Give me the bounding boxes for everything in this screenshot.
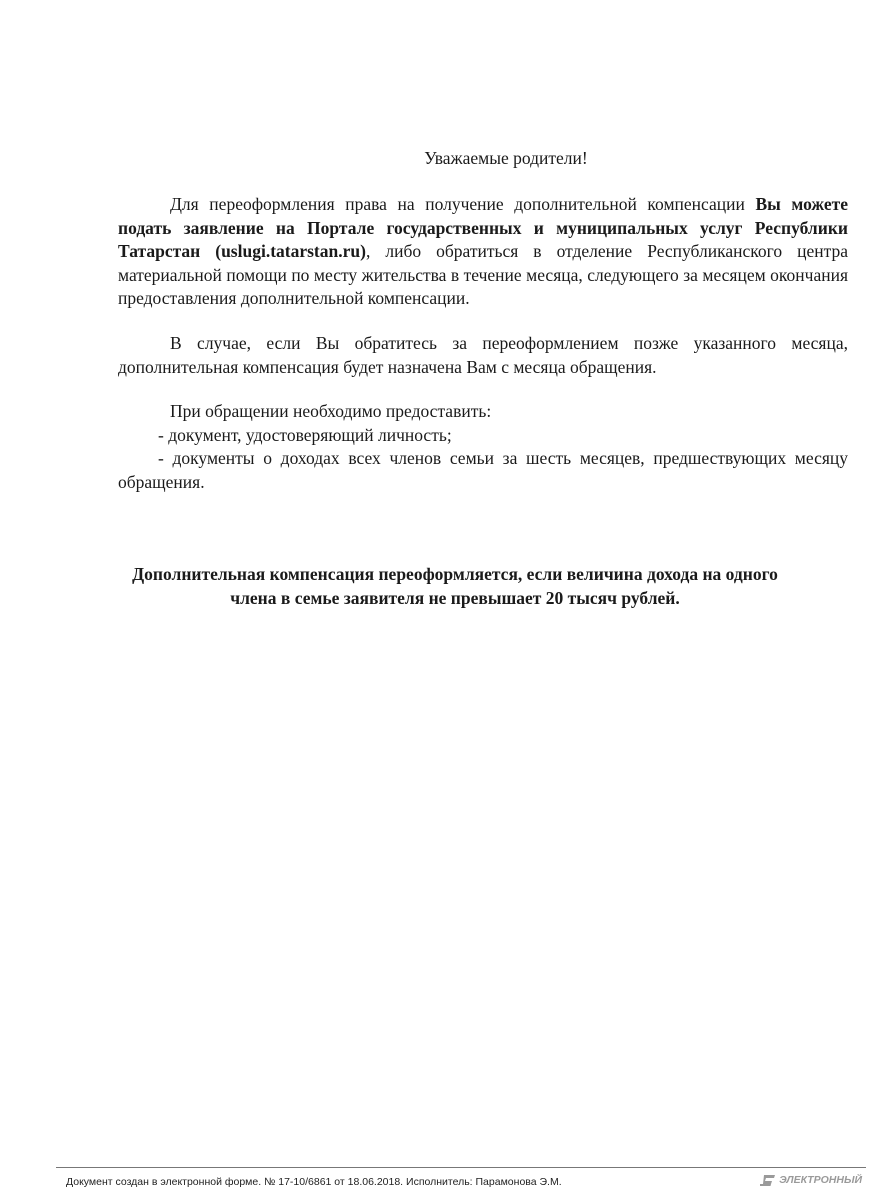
footer-logo-text: ЭЛЕКТРОННЫЙ: [779, 1174, 862, 1186]
required-document-item: - документ, удостоверяющий личность;: [158, 424, 452, 445]
electronic-document-logo-icon: [760, 1175, 776, 1186]
required-documents-intro: При обращении необходимо предоставить:: [170, 401, 492, 421]
paragraph-reissue-lead: Для переоформления права на получение дополнительной компенсации: [170, 194, 756, 214]
paragraph-reissue-portal-bold: Вы можете подать заявление на Портале государственных и муниципальных услуг Республики Татарстан (uslugi.tatarstan.ru): [118, 194, 849, 262]
footer-logo: [760, 1174, 862, 1186]
paragraph-late-application: В случае, если Вы обратитесь за переоформлением позже указанного месяца, дополнительная компенсация будет назначена Вам с месяца обращения.: [118, 333, 848, 377]
footer-document-info: Документ создан в электронной форме. № 17-10/6861 от 18.06.2018. Исполнитель: Парамонова Э.М.: [66, 1176, 562, 1188]
income-limit-notice: Дополнительная компенсация переоформляется, если величина дохода на одного члена в семье заявителя не превышает 20 тысяч рублей.: [132, 564, 778, 608]
greeting-heading: Уважаемые родители!: [424, 148, 588, 168]
footer-divider: [56, 1167, 866, 1168]
paragraph-reissue-info: [118, 193, 848, 311]
required-document-item: - документы о доходах всех членов семьи за шесть месяцев, предшествующих месяцу обращения.: [118, 448, 848, 492]
required-documents-block: [118, 400, 848, 494]
paragraph-reissue-tail: , либо обратиться в отделение Республиканского центра материальной помощи по месту жительства в течение месяца, следующего за месяцем окончания предоставления дополнительной компенсации.: [118, 241, 848, 309]
